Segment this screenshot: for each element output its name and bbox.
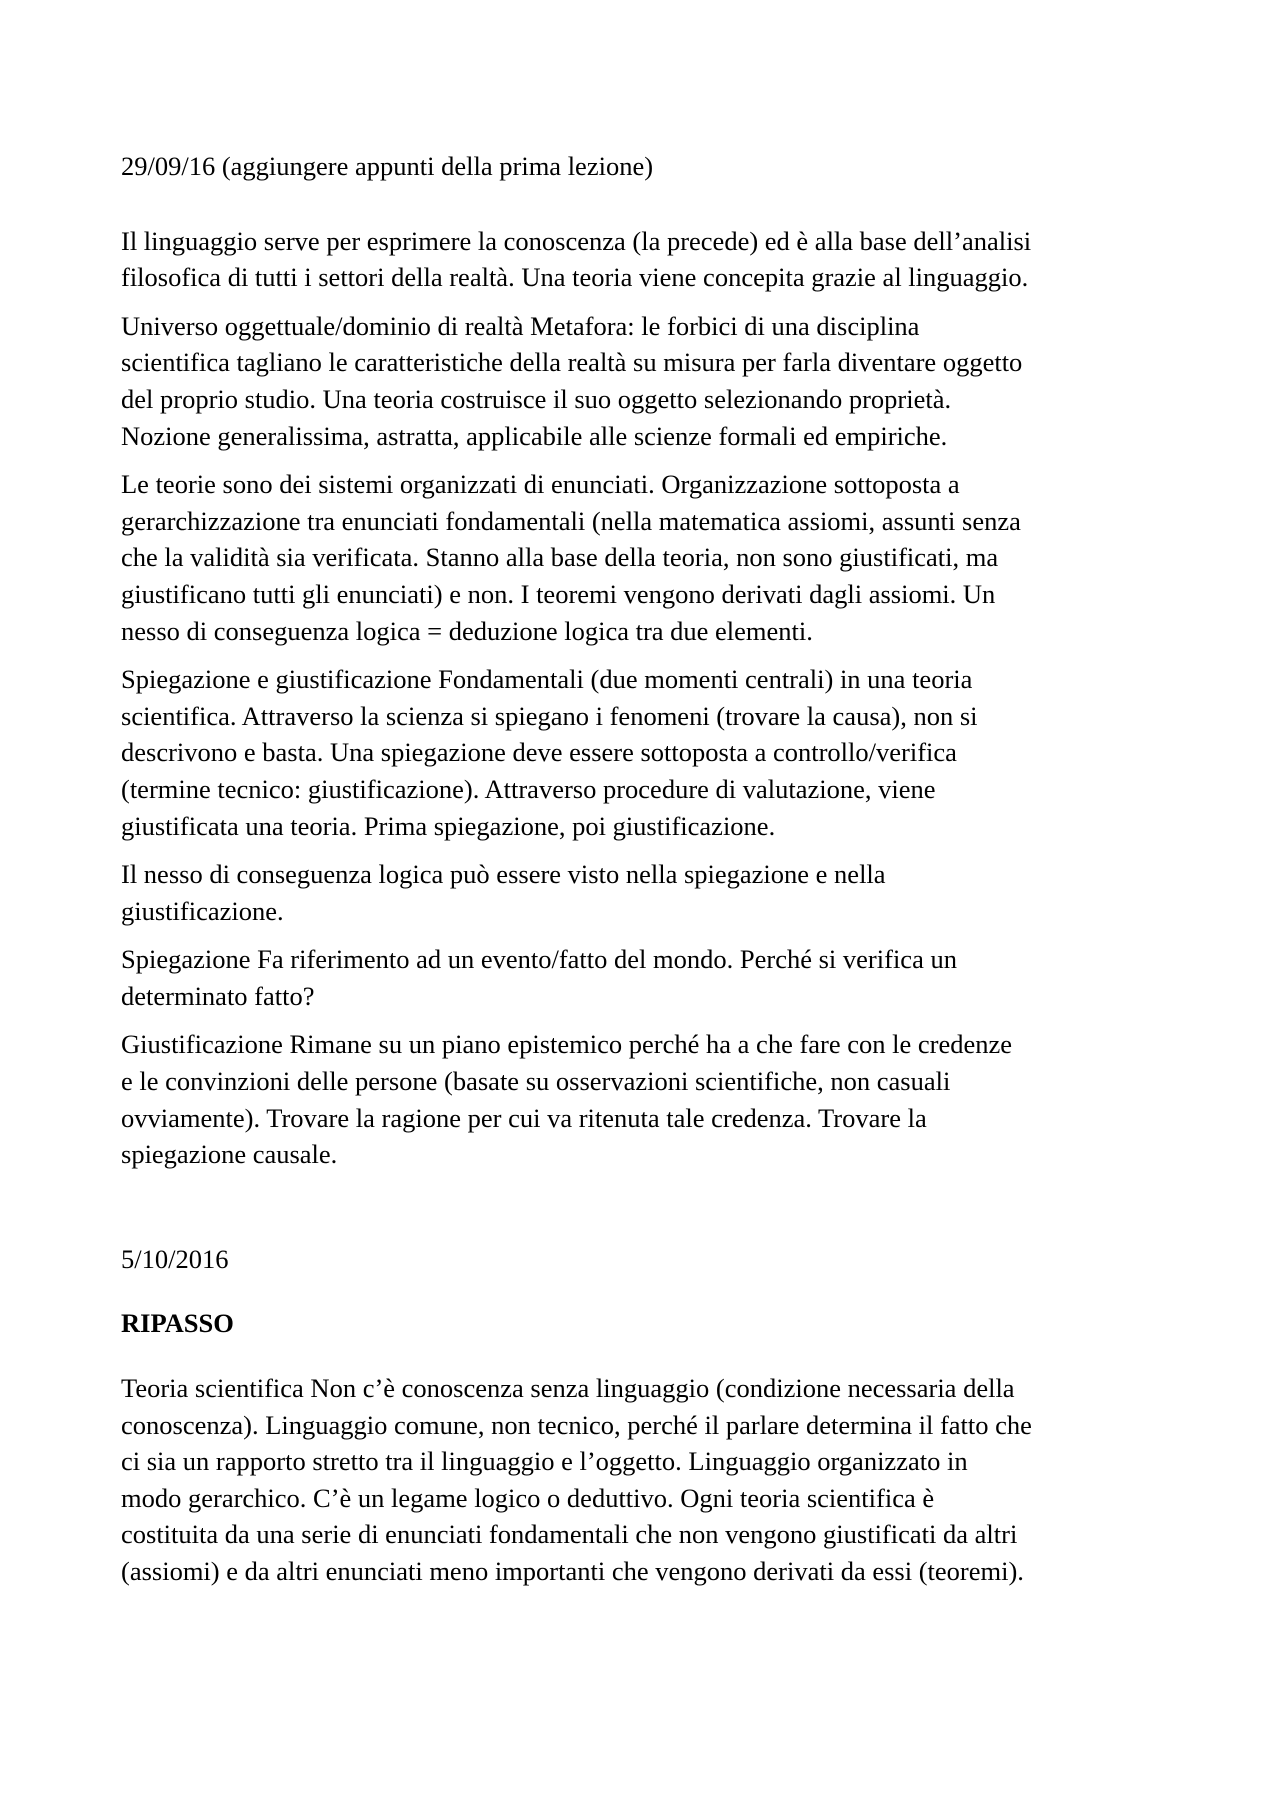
text-line: (termine tecnico: giustificazione). Attraverso procedure di valutazione, viene xyxy=(121,773,936,804)
text-line: del proprio studio. Una teoria costruisce il suo oggetto selezionando proprietà. xyxy=(121,383,952,414)
section-heading: RIPASSO xyxy=(121,1308,234,1339)
paragraph-2 xyxy=(121,308,1171,454)
date-line-2: 5/10/2016 xyxy=(121,1243,229,1274)
text-line: Giustificazione Rimane su un piano epistemico perché ha a che fare con le credenze xyxy=(121,1029,1013,1060)
text-line: determinato fatto? xyxy=(121,980,315,1011)
text-line: Nozione generalissima, astratta, applicabile alle scienze formali ed empiriche. xyxy=(121,420,948,451)
text-line: Teoria scientifica Non c’è conoscenza senza linguaggio (condizione necessaria della xyxy=(121,1373,1015,1404)
text-line: scientifica tagliano le caratteristiche della realtà su misura per farla diventare oggetto xyxy=(121,347,1023,378)
paragraph-4 xyxy=(121,661,1171,844)
document-page xyxy=(121,148,1171,1590)
text-line: Spiegazione e giustificazione Fondamentali (due momenti centrali) in una teoria xyxy=(121,664,973,695)
text-line: giustificano tutti gli enunciati) e non. I teoremi vengono derivati dagli assiomi. Un xyxy=(121,578,996,609)
text-line: che la validità sia verificata. Stanno alla base della teoria, non sono giustificati, ma xyxy=(121,542,999,573)
text-line: gerarchizzazione tra enunciati fondamentali (nella matematica assiomi, assunti senza xyxy=(121,505,1021,536)
text-line: conoscenza). Linguaggio comune, non tecnico, perché il parlare determina il fatto che xyxy=(121,1409,1032,1440)
text-line: Universo oggettuale/dominio di realtà Metafora: le forbici di una disciplina xyxy=(121,310,920,341)
text-line: e le convinzioni delle persone (basate su osservazioni scientifiche, non casuali xyxy=(121,1066,951,1097)
paragraph-7 xyxy=(121,1026,1171,1172)
date-line-1: 29/09/16 (aggiungere appunti della prima lezione) xyxy=(121,151,654,181)
text-line: scientifica. Attraverso la scienza si spiegano i fenomeni (trovare la causa), non si xyxy=(121,700,978,731)
text-line: spiegazione causale. xyxy=(121,1139,338,1170)
paragraph-8 xyxy=(121,1370,1171,1590)
text-line: Il nesso di conseguenza logica può essere visto nella spiegazione e nella xyxy=(121,859,886,890)
paragraph-1 xyxy=(121,223,1171,296)
text-line: Le teorie sono dei sistemi organizzati di enunciati. Organizzazione sottoposta a xyxy=(121,469,960,500)
text-line: nesso di conseguenza logica = deduzione logica tra due elementi. xyxy=(121,615,813,646)
text-line: filosofica di tutti i settori della realtà. Una teoria viene concepita grazie al linguaggio. xyxy=(121,262,1029,293)
text-line: Il linguaggio serve per esprimere la conoscenza (la precede) ed è alla base dell’analisi xyxy=(121,225,1032,256)
paragraph-5 xyxy=(121,856,1171,929)
text-line: ovviamente). Trovare la ragione per cui va ritenuta tale credenza. Trovare la xyxy=(121,1102,927,1133)
text-line: giustificata una teoria. Prima spiegazione, poi giustificazione. xyxy=(121,810,776,841)
paragraph-3 xyxy=(121,466,1171,649)
text-line: giustificazione. xyxy=(121,895,284,926)
text-line: (assiomi) e da altri enunciati meno importanti che vengono derivati da essi (teoremi). xyxy=(121,1556,1024,1586)
text-line: descrivono e basta. Una spiegazione deve essere sottoposta a controllo/verifica xyxy=(121,737,957,768)
paragraph-6 xyxy=(121,941,1171,1014)
text-line: costituita da una serie di enunciati fondamentali che non vengono giustificati da altri xyxy=(121,1519,1018,1550)
text-line: modo gerarchico. C’è un legame logico o deduttivo. Ogni teoria scientifica è xyxy=(121,1482,935,1513)
text-line: Spiegazione Fa riferimento ad un evento/fatto del mondo. Perché si verifica un xyxy=(121,944,957,975)
text-line: ci sia un rapporto stretto tra il linguaggio e l’oggetto. Linguaggio organizzato in xyxy=(121,1446,968,1477)
